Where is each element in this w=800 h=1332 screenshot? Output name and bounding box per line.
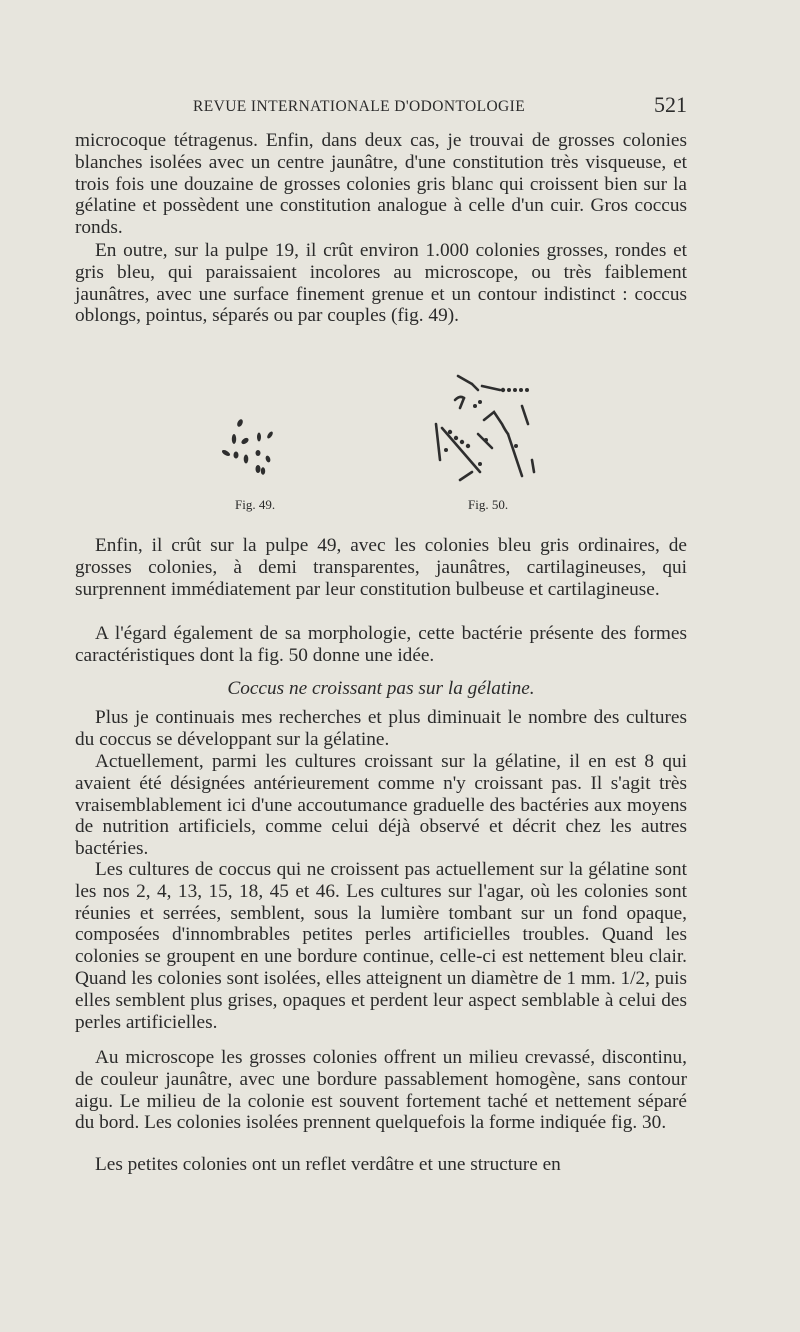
figure-49 xyxy=(212,415,312,485)
paragraph-9: Les petites colonies ont un reflet verdâtre et une structure en xyxy=(95,1154,561,1175)
running-title: REVUE INTERNATIONALE D'ODONTOLOGIE xyxy=(193,98,526,115)
paragraph-5: Plus je continuais mes recherches et plus diminuait le nombre des cultures du coccus se développant sur la gélatine. xyxy=(75,707,687,750)
paragraph-3: Enfin, il crût sur la pulpe 49, avec les colonies bleu gris ordinaires, de grosses colonies, à demi transparentes, jaunâtres, cartilagineuses, qui surprennent immédiatement par leur constitution bulbeuse et cartilagineuse. xyxy=(75,535,687,600)
paragraph-4: A l'égard également de sa morphologie, cette bactérie présente des formes caractéristiques dont la fig. 50 donne une idée. xyxy=(75,623,687,666)
figure-49-caption: Fig. 49. xyxy=(235,497,276,512)
paragraph-8: Au microscope les grosses colonies offrent un milieu crevassé, discontinu, de couleur jaunâtre, avec une bordure passablement homogène, sans contour aigu. Le milieu de la colonie est souvent fortement taché et nettement séparé du bord. Les colonies isolées prennent quelquefois la forme indiquée fig. 30. xyxy=(75,1047,687,1134)
paragraph-1: microcoque tétragenus. Enfin, dans deux cas, je trouvai de grosses colonies blanches isolées avec un centre jaunâtre, d'une constitution très visqueuse, et trois fois une douzaine de grosses colonies gris blanc qui croissent bien sur la gélatine et possèdent une constitution analogue à celle d'un cuir. Gros coccus ronds. xyxy=(75,130,687,239)
section-title: Coccus ne croissant pas sur la gélatine. xyxy=(227,678,535,699)
figure-50-bacteria-drawing xyxy=(420,368,580,493)
figure-50-caption: Fig. 50. xyxy=(468,497,509,512)
paragraph-7: Les cultures de coccus qui ne croissent pas actuellement sur la gélatine sont les nos 2, 4, 13, 15, 18, 45 et 46. Les cultures sur l'agar, où les colonies sont réunies et serrées, semblent, sous la lumière tombant sur un fond opaque, composées d'innombrables petites perles artificielles troubles. Quand les colonies se groupent en une bordure continue, celle-ci est nettement bleu clair. Quand les colonies sont isolées, elles atteignent un diamètre de 1 mm. 1/2, puis elles semblent plus grises, opaques et perdent leur aspect semblable à celui des perles artificielles. xyxy=(75,859,687,1033)
page-header xyxy=(75,92,687,118)
figure-50 xyxy=(420,368,580,493)
page-number: 521 xyxy=(654,92,687,117)
paragraph-6: Actuellement, parmi les cultures croissant sur la gélatine, il en est 8 qui avaient été désignées antérieurement comme n'y croissant pas. Il s'agit très vraisemblablement ici d'une accoutumance graduelle des bactéries aux moyens de nutrition artificiels, comme celui déjà observé et décrit chez les autres bactéries. xyxy=(75,751,687,860)
paragraph-2: En outre, sur la pulpe 19, il crût environ 1.000 colonies grosses, rondes et gris bleu, qui paraissaient incolores au microscope, ou très faiblement jaunâtres, avec une surface finement grenue et un contour indistinct : coccus oblongs, pointus, séparés ou par couples (fig. 49). xyxy=(75,240,687,327)
figure-49-bacteria-drawing xyxy=(212,415,312,485)
